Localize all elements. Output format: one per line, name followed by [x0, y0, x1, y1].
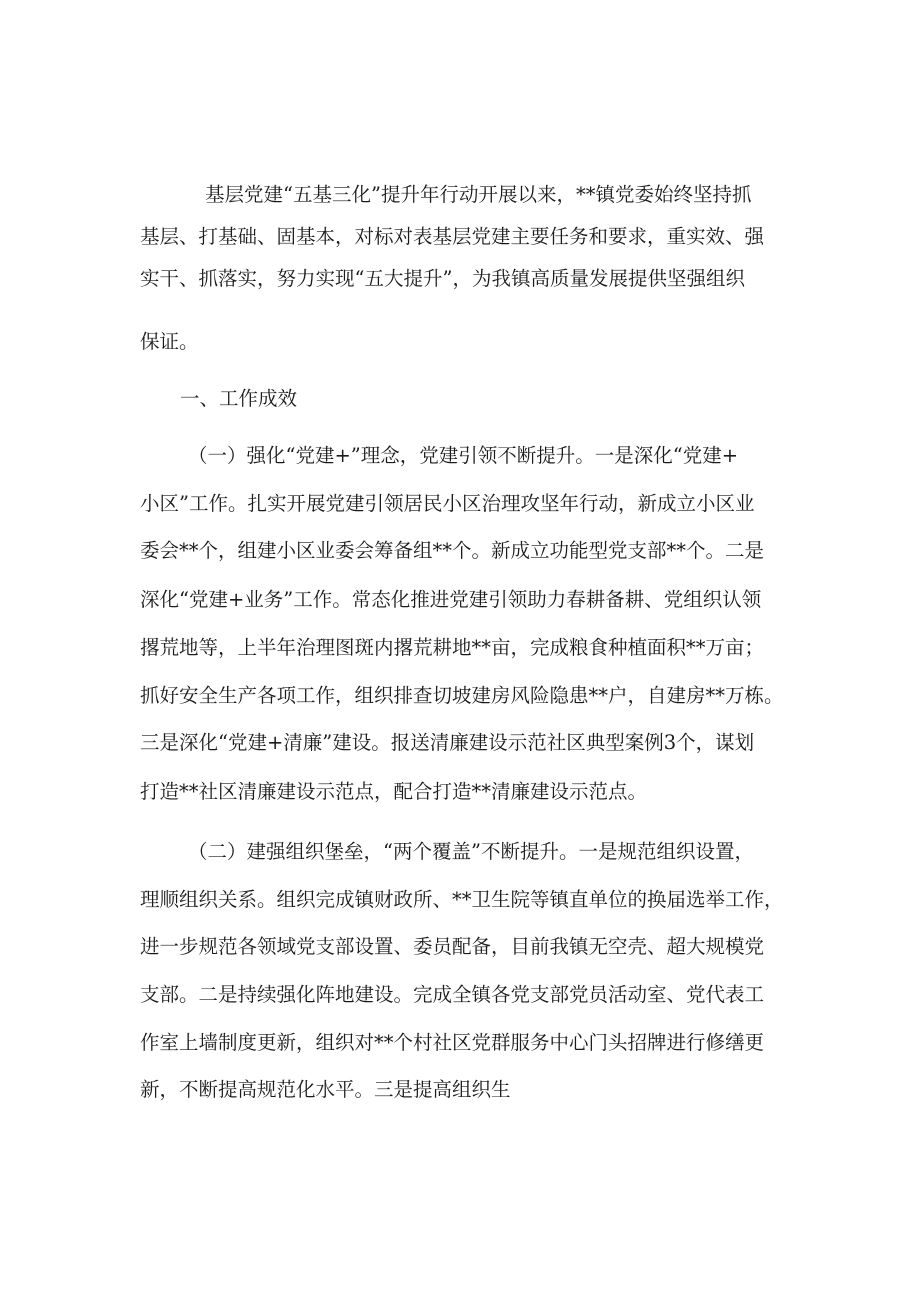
subsection2-line-5: 作室上墙制度更新，组织对**个村社区党群服务中心门头招牌进行修缮更 — [140, 1031, 765, 1054]
subsection1-line-3: 委会**个，组建小区业委会筹备组**个。新成立功能型党支部**个。二是 — [140, 539, 765, 562]
subsection2-line-3: 进一步规范各领域党支部设置、委员配备，目前我镇无空壳、超大规模党 — [140, 935, 765, 958]
section-heading: 一、工作成效 — [180, 387, 298, 410]
subsection1-line-2: 小区”工作。扎实开展党建引领居民小区治理攻坚年行动，新成立小区业 — [140, 492, 755, 515]
subsection2-line-1: （二）建强组织堡垒，“两个覆盖”不断提升。一是规范组织设置， — [188, 840, 754, 863]
intro-line-2: 基层、打基础、固基本，对标对表基层党建主要任务和要求，重实效、强 — [140, 225, 765, 248]
subsection1-line-6: 抓好安全生产各项工作，组织排查切坡建房风险隐患**户，自建房**万栋。 — [140, 684, 784, 707]
subsection2-line-2: 理顺组织关系。组织完成镇财政所、**卫生院等镇直单位的换届选举工作， — [140, 888, 784, 911]
intro-line-3: 实干、抓落实，努力实现“五大提升”，为我镇高质量发展提供坚强组织 — [140, 267, 745, 290]
intro-line-1: 基层党建“五基三化”提升年行动开展以来，**镇党委始终坚持抓 — [205, 183, 752, 206]
subsection2-line-6: 新，不断提高规范化水平。三是提高组织生 — [140, 1078, 511, 1101]
subsection2-line-4: 支部。二是持续强化阵地建设。完成全镇各党支部党员活动室、党代表工 — [140, 983, 765, 1006]
subsection1-line-5: 撂荒地等，上半年治理图斑内撂荒耕地**亩，完成粮食种植面积**万亩； — [140, 636, 765, 659]
subsection1-line-8: 打造**社区清廉建设示范点，配合打造**清廉建设示范点。 — [140, 780, 648, 803]
subsection1-line-4: 深化“党建+业务”工作。常态化推进党建引领助力春耕备耕、党组织认领 — [140, 588, 762, 611]
subsection1-line-1: （一）强化“党建+”理念，党建引领不断提升。一是深化“党建+ — [188, 444, 739, 467]
intro-line-4: 保证。 — [140, 330, 199, 353]
subsection1-line-7: 三是深化“党建+清廉”建设。报送清廉建设示范社区典型案例3个，谋划 — [140, 731, 755, 754]
